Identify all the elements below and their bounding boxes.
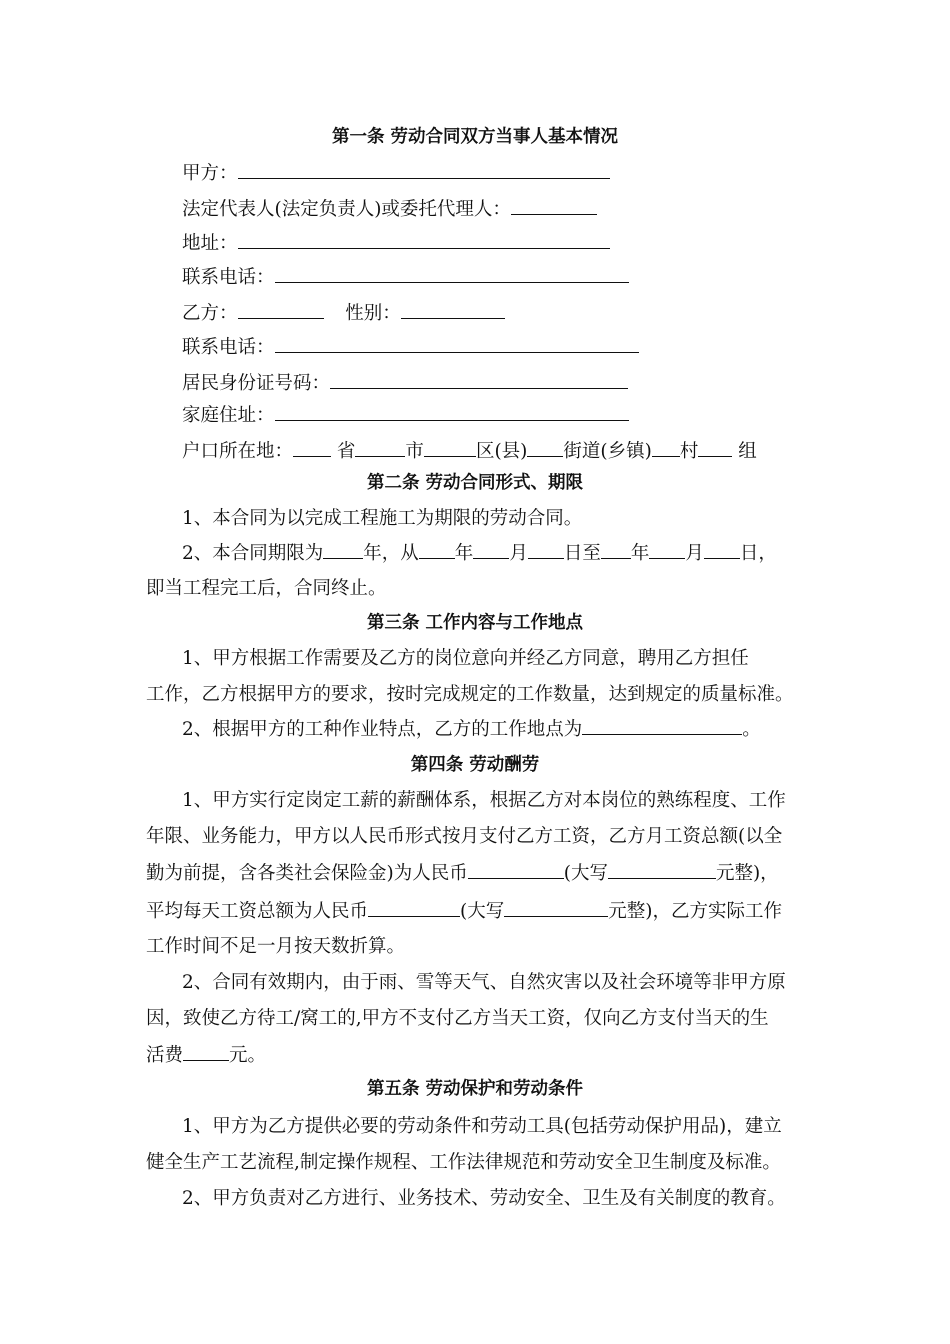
end-day-unit: 日， [739,543,777,564]
hukou-label: 户口所在地： [182,441,294,462]
monthly-wage-words-label: (大写 [563,863,608,884]
street-blank[interactable] [527,438,563,457]
start-day-blank[interactable] [528,540,564,559]
province-label: 省 [336,441,356,462]
gender-label: 性别： [345,303,401,324]
daily-wage-words-blank[interactable] [504,898,608,917]
home-address-blank[interactable] [275,402,629,421]
end-day-blank[interactable] [704,540,740,559]
legal-rep-line [182,196,597,223]
phone-a-label: 联系电话： [182,267,275,288]
end-month-unit: 月 [685,543,704,564]
daily-wage-label: 平均每天工资总额为人民币 [146,901,369,922]
group-label: 组 [738,441,757,462]
term-label: 2、本合同期限为 [182,543,324,564]
term-years-blank[interactable] [323,540,363,559]
party-b-label: 乙方： [182,303,238,324]
workplace-label: 2、根据甲方的工种作业特点，乙方的工作地点为 [182,719,583,740]
party-a-label: 甲方： [182,163,238,184]
phone-b-label: 联系电话： [182,337,275,358]
phone-b-blank[interactable] [275,334,639,353]
s4-p2-line3 [146,1042,266,1069]
living-allowance-label: 活费 [146,1045,184,1066]
end-month-blank[interactable] [649,540,685,559]
section-2-title: 第二条 劳动合同形式、期限 [366,473,584,493]
address-label: 地址： [182,233,238,254]
living-allowance-blank[interactable] [183,1042,229,1061]
phone-a-line [182,264,629,291]
id-number-blank[interactable] [330,370,628,389]
section-5-title: 第五条 劳动保护和劳动条件 [366,1079,584,1099]
section-1-title: 第一条 劳动合同双方当事人基本情况 [331,127,619,147]
home-address-label: 家庭住址： [182,405,275,426]
county-label: 区(县) [475,441,528,462]
s2-p2-line1 [182,540,777,567]
county-blank[interactable] [424,438,476,457]
s3-p2 [182,716,761,743]
end-year-blank[interactable] [601,540,631,559]
monthly-wage-label: 勤为前提，含各类社会保险金)为人民币 [146,863,468,884]
gender-blank[interactable] [401,300,505,319]
monthly-wage-blank[interactable] [468,860,564,879]
s3-p1-line1: 1、甲方根据工作需要及乙方的岗位意向并经乙方同意，聘用乙方担任 [182,648,749,669]
city-blank[interactable] [355,438,405,457]
start-year-blank[interactable] [419,540,455,559]
legal-rep-label: 法定代表人(法定负责人)或委托代理人： [182,199,511,220]
party-b-blank[interactable] [238,300,324,319]
term-years-unit: 年，从 [363,543,419,564]
start-month-blank[interactable] [473,540,509,559]
s3-p1-line2: 工作，乙方根据甲方的要求，按时完成规定的工作数量，达到规定的质量标准。 [146,684,794,705]
city-label: 市 [405,441,424,462]
s4-p1-line4 [146,898,782,925]
street-label: 街道(乡镇) [563,441,652,462]
monthly-wage-end: 元整)， [715,863,779,884]
s4-p1-line2: 年限、业务能力，甲方以人民币形式按月支付乙方工资，乙方月工资总额(以全 [146,826,783,847]
s4-p1-line5: 工作时间不足一月按天数折算。 [146,936,406,957]
start-year-unit: 年 [454,543,474,564]
village-label: 村 [679,441,699,462]
s5-p1-line1: 1、甲方为乙方提供必要的劳动条件和劳动工具(包括劳动保护用品)，建立 [182,1116,782,1137]
group-blank[interactable] [698,438,732,457]
province-blank[interactable] [293,438,331,457]
start-month-unit: 月 [509,543,528,564]
village-blank[interactable] [652,438,680,457]
start-day-unit: 日至 [563,543,601,564]
daily-wage-blank[interactable] [368,898,460,917]
workplace-end: 。 [742,719,761,740]
s4-p2-line2: 因，致使乙方待工/窝工的,甲方不支付乙方当天工资，仅向乙方支付当天的生 [146,1008,769,1029]
s2-p2-line2: 即当工程完工后，合同终止。 [146,578,387,599]
s5-p2-line1: 2、甲方负责对乙方进行、业务技术、劳动安全、卫生及有关制度的教育。 [182,1188,786,1209]
living-allowance-unit: 元。 [229,1045,267,1066]
daily-wage-end: 元整)，乙方实际工作 [608,901,782,922]
daily-wage-words-label: (大写 [460,901,505,922]
address-blank[interactable] [238,230,610,249]
s4-p1-line1: 1、甲方实行定岗定工薪的薪酬体系，根据乙方对本岗位的熟练程度、工作 [182,790,786,811]
monthly-wage-words-blank[interactable] [608,860,716,879]
address-line [182,230,610,257]
home-address-line [182,402,629,429]
party-b-line [182,300,505,327]
section-4-title: 第四条 劳动酬劳 [410,755,540,775]
workplace-blank[interactable] [582,716,742,735]
section-3-title: 第三条 工作内容与工作地点 [366,613,584,633]
id-number-label: 居民身份证号码： [182,373,331,394]
hukou-line [182,438,757,465]
party-a-line [182,160,610,187]
phone-a-blank[interactable] [275,264,629,283]
s4-p2-line1: 2、合同有效期内，由于雨、雪等天气、自然灾害以及社会环境等非甲方原 [182,972,786,993]
legal-rep-blank[interactable] [511,196,597,215]
s4-p1-line3 [146,860,779,887]
s5-p1-line2: 健全生产工艺流程,制定操作规程、工作法律规范和劳动安全卫生制度及标准。 [146,1152,781,1173]
phone-b-line [182,334,639,361]
s2-p1: 1、本合同为以完成工程施工为期限的劳动合同。 [182,508,583,529]
party-a-blank[interactable] [238,160,610,179]
id-number-line [182,370,628,397]
end-year-unit: 年 [630,543,650,564]
